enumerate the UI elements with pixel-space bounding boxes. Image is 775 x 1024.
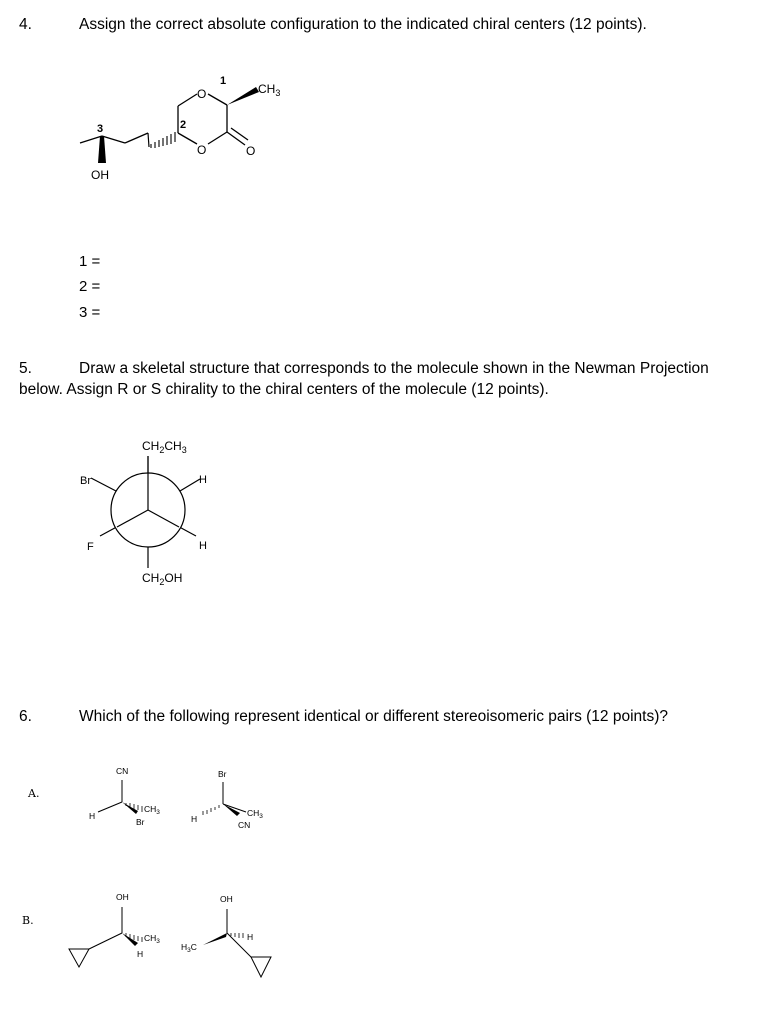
part-a-structures xyxy=(80,760,300,840)
b1-right: $CH_3$ xyxy=(144,933,160,945)
newman-projection xyxy=(70,432,270,592)
label-center-3: 3 xyxy=(97,123,104,135)
a2-right: $CH_3$ xyxy=(247,808,263,820)
a2-left: H xyxy=(191,814,198,824)
b2-left: $H_3C$ xyxy=(181,942,197,954)
question-5-line2: below. Assign R or S chirality to the chiral centers of the molecule (12 points). xyxy=(19,381,549,398)
label-center-2: 2 xyxy=(180,119,187,131)
ring-oxygen-top: O xyxy=(197,87,207,101)
hydroxyl-label: OH xyxy=(91,168,109,182)
newman-left-bottom-label: F xyxy=(87,541,94,553)
b2-right: H xyxy=(247,932,254,942)
ring-oxygen-bottom: O xyxy=(197,143,207,157)
newman-left-top-label: Br xyxy=(80,475,91,487)
question-4-text: Assign the correct absolute configuration to the indicated chiral centers (12 points). xyxy=(79,16,647,33)
a2-bottom: CN xyxy=(238,820,251,830)
answer-2: 2 = xyxy=(79,278,101,295)
label-center-1: 1 xyxy=(220,75,227,87)
answer-1: 1 = xyxy=(79,253,101,270)
part-a-label: A. xyxy=(28,787,40,800)
part-b-label: B. xyxy=(22,914,34,927)
newman-top-label: $CH_2CH_3$ xyxy=(142,439,187,455)
b1-bottom: H xyxy=(137,949,144,959)
a1-top: CN xyxy=(116,766,129,776)
a1-left: H xyxy=(89,811,96,821)
newman-right-bottom-label: H xyxy=(199,540,207,552)
a1-bottom: Br xyxy=(136,817,145,827)
part-b-structures xyxy=(55,885,295,985)
b1-top: OH xyxy=(116,892,129,902)
newman-right-top-label: H xyxy=(199,474,207,486)
a2-top: Br xyxy=(218,769,227,779)
q4-structure xyxy=(60,60,360,210)
question-6-number: 6. xyxy=(19,708,32,725)
methyl-label: $CH_3$ xyxy=(258,82,281,98)
question-4-number: 4. xyxy=(19,16,32,33)
a1-right: $CH_3$ xyxy=(144,804,160,816)
b2-top: OH xyxy=(220,894,233,904)
question-5-line1: Draw a skeletal structure that corresponds to the molecule shown in the Newman Projection xyxy=(79,360,709,377)
carbonyl-oxygen: O xyxy=(246,144,256,158)
answer-3: 3 = xyxy=(79,304,101,321)
newman-bottom-label: $CH_2OH$ xyxy=(142,571,183,587)
question-5-number: 5. xyxy=(19,360,32,377)
question-6-text: Which of the following represent identical or different stereoisomeric pairs (12 points)? xyxy=(79,708,668,725)
